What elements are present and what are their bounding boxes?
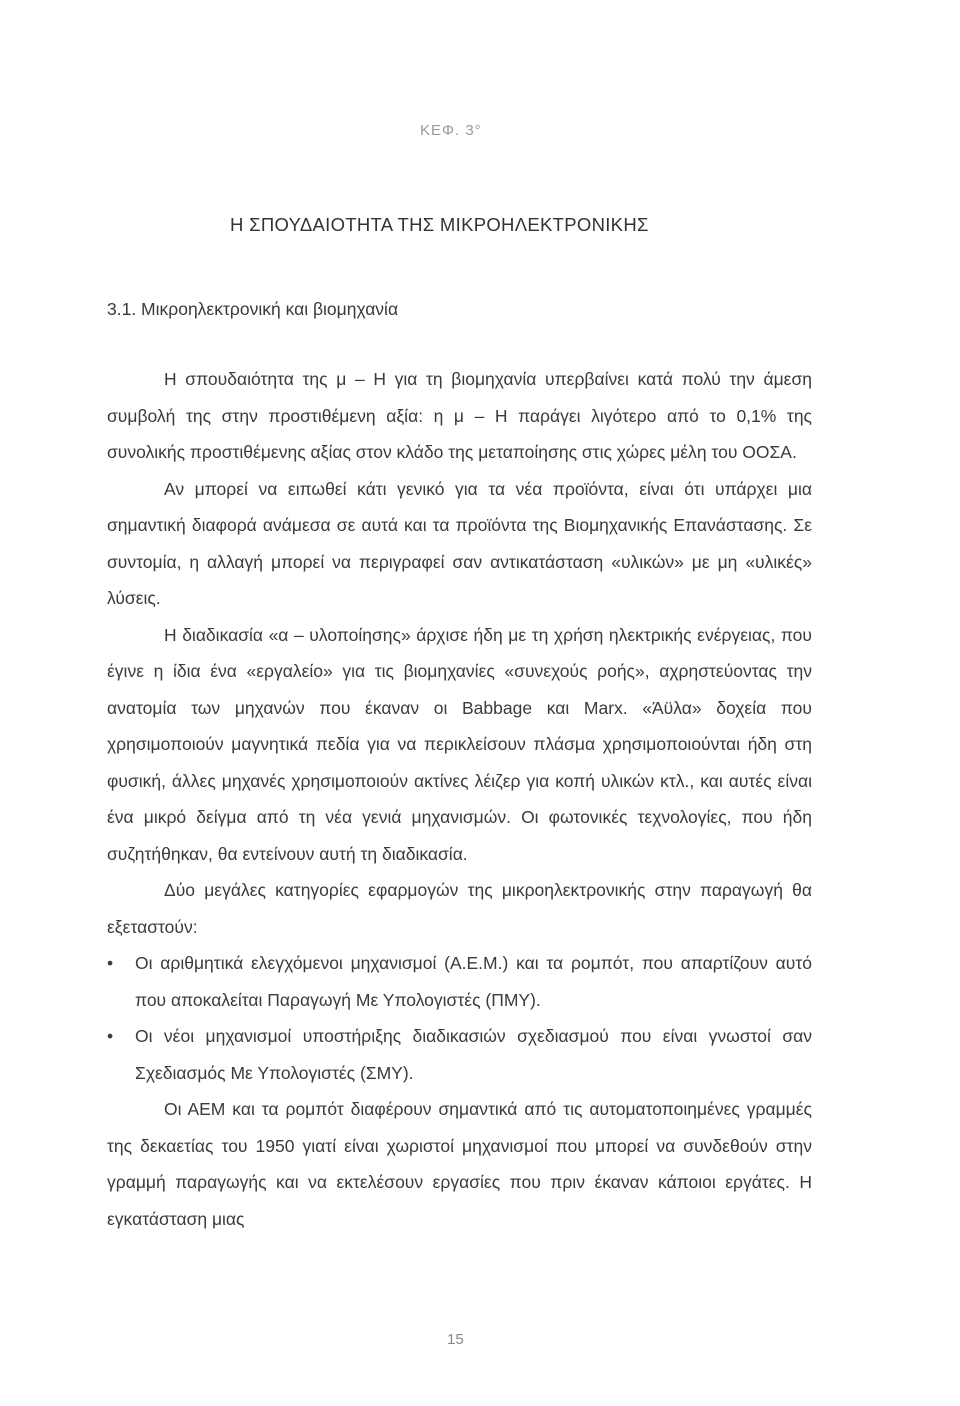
paragraph-4: Δύο μεγάλες κατηγορίες εφαρμογών της μικροηλεκτρονικής στην παραγωγή θα εξεταστούν: bbox=[107, 880, 812, 937]
bullet-icon: • bbox=[107, 953, 114, 973]
bullet-list bbox=[107, 945, 812, 1091]
list-item-text: Οι αριθμητικά ελεγχόμενοι μηχανισμοί (Α.Ε.Μ.) και τα ρομπότ, που απαρτίζουν αυτό που αποκαλείται Παραγωγή Με Υπολογιστές (ΠΜΥ). bbox=[135, 953, 812, 1010]
section-heading: 3.1. Μικροηλεκτρονική και βιομηχανία bbox=[107, 299, 399, 319]
paragraph-2: Αν μπορεί να ειπωθεί κάτι γενικό για τα νέα προϊόντα, είναι ότι υπάρχει μια σημαντική διαφορά ανάμεσα σε αυτά και τα προϊόντα της Βιομηχανικής Επανάστασης. Σε συντομία, η αλλαγή μπορεί να περιγραφεί σαν αντικατάσταση «υλικών» με μη «υλικές» λύσεις. bbox=[107, 478, 812, 608]
list-item bbox=[107, 945, 812, 1018]
page-title: Η ΣΠΟΥΔΑΙΟΤΗΤΑ ΤΗΣ ΜΙΚΡΟΗΛΕΚΤΡΟΝΙΚΗΣ bbox=[230, 214, 649, 235]
bullet-icon: • bbox=[107, 1026, 114, 1046]
paragraph-3: Η διαδικασία «α – υλοποίησης» άρχισε ήδη με τη χρήση ηλεκτρικής ενέργειας, που έγινε η ίδια ένα «εργαλείο» για τις βιομηχανίες «συνεχούς ροής», αχρηστεύοντας την ανατομία των μηχανών που έκαναν οι Babbage και Marx. «Άϋλα» δοχεία που χρησιμοποιούν μαγνητικά πεδία για να περικλείσουν πλάσμα χρησιμοποιούνται ήδη στη φυσική, άλλες μηχανές χρησιμοποιούν ακτίνες λέιζερ για κοπή υλικών κτλ., και αυτές είναι ένα μικρό δείγμα από τη νέα γενιά μηχανισμών. Οι φωτονικές τεχνολογίες, που ήδη συζητήθηκαν, θα εντείνουν αυτή τη διαδικασία. bbox=[107, 624, 812, 864]
chapter-label: ΚΕΦ. 3° bbox=[420, 122, 482, 139]
body-text bbox=[107, 361, 812, 1237]
list-item-text: Οι νέοι μηχανισμοί υποστήριξης διαδικασιών σχεδιασμού που είναι γνωστοί σαν Σχεδιασμός Με Υπολογιστές (ΣΜΥ). bbox=[135, 1026, 812, 1083]
paragraph-5: Οι ΑΕΜ και τα ρομπότ διαφέρουν σημαντικά από τις αυτοματοποιημένες γραμμές της δεκαετίας του 1950 γιατί είναι χωριστοί μηχανισμοί που μπορεί να συνδεθούν στην γραμμή παραγωγής και να εκτελέσουν εργασίες που πριν έκαναν κάποιοι εργάτες. Η εγκατάσταση μιας bbox=[107, 1099, 812, 1229]
list-item bbox=[107, 1018, 812, 1091]
page-number: 15 bbox=[447, 1331, 464, 1348]
paragraph-1: Η σπουδαιότητα της μ – Η για τη βιομηχανία υπερβαίνει κατά πολύ την άμεση συμβολή της στην προστιθέμενη αξία: η μ – Η παράγει λιγότερο από το 0,1% της συνολικής προστιθέμενης αξίας στον κλάδο της μεταποίησης στις χώρες μέλη του ΟΟΣΑ. bbox=[107, 369, 812, 462]
